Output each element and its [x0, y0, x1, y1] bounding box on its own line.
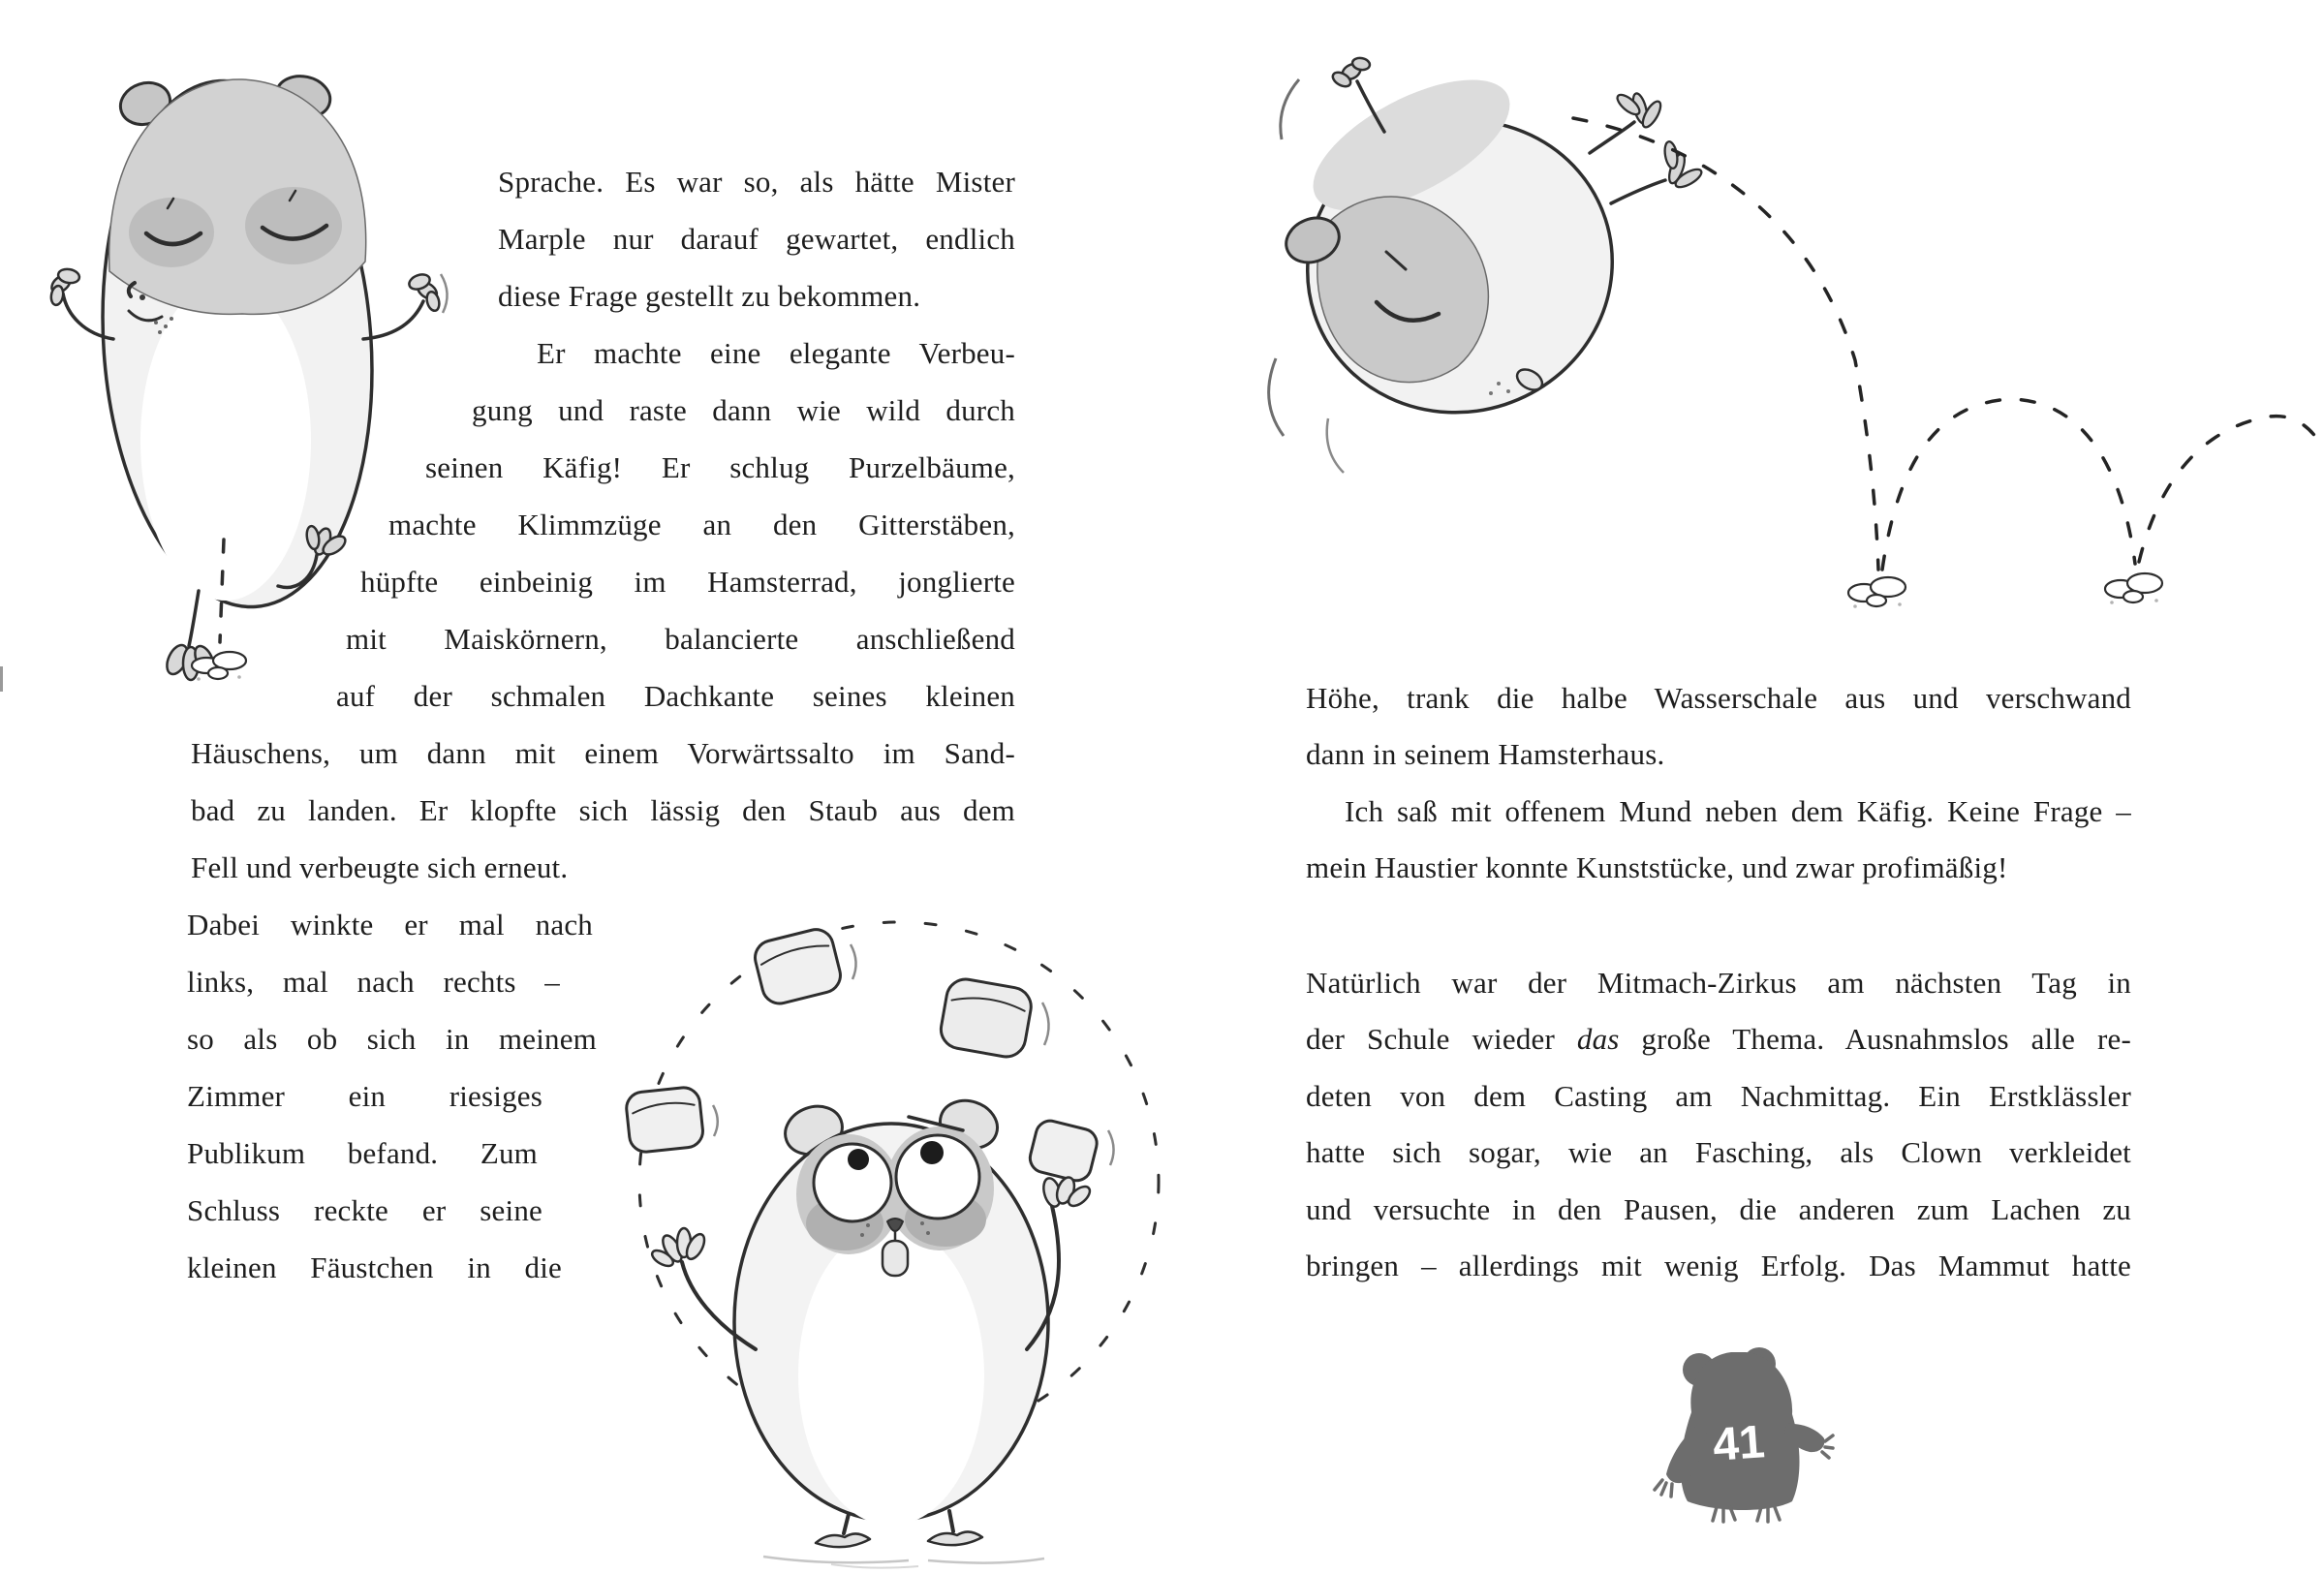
text-line: deten von dem Casting am Nachmittag. Ein Erstklässler	[1306, 1079, 2131, 1113]
text-line: diese Frage gestellt zu bekommen.	[498, 279, 921, 313]
text-line: dann in seinem Hamsterhaus.	[1306, 737, 1665, 771]
text-line: hatte sich sogar, wie an Fasching, als Clown verkleidet	[1306, 1135, 2131, 1169]
text-line: Schluss reckte er seine	[187, 1193, 542, 1227]
hamster-somersault-illustration	[1239, 39, 2324, 639]
text-line: Zimmer ein riesiges	[187, 1079, 542, 1113]
hamster-juggling-illustration	[608, 886, 1170, 1564]
text-line: seinen Käfig! Er schlug Purzelbäume,	[425, 450, 1015, 484]
text-line: machte Klimmzüge an den Gitterstäben,	[388, 508, 1015, 541]
text-line: mit Maiskörnern, balancierte anschließend	[346, 622, 1015, 656]
text-line: Fell und verbeugte sich erneut.	[191, 850, 569, 884]
text-line: Dabei winkte er mal nach	[187, 908, 593, 941]
text-line: Sprache. Es war so, als hätte Mister	[498, 165, 1015, 199]
text-line: links, mal nach rechts –	[187, 965, 560, 999]
text-segment: große Thema. Ausnahmslos alle re-	[1641, 1022, 2131, 1056]
text-line: so als ob sich in meinem	[187, 1022, 597, 1056]
text-segment-italic: das	[1576, 1022, 1620, 1056]
page-number: 41	[1711, 1416, 1767, 1471]
scan-artifact	[0, 666, 3, 692]
hamster-bowing-illustration	[53, 44, 441, 741]
text-line: Er machte eine elegante Verbeu-	[537, 336, 1015, 370]
text-line	[1306, 1019, 2131, 1060]
text-line: Marple nur darauf gewartet, endlich	[498, 222, 1015, 256]
text-line: Ich saß mit offenem Mund neben dem Käfig. Keine Frage –	[1345, 794, 2131, 828]
text-segment: der Schule wieder	[1306, 1022, 1556, 1056]
page-number-badge	[1649, 1335, 1833, 1524]
text-line: Höhe, trank die halbe Wasserschale aus und verschwand	[1306, 681, 2131, 715]
text-line: Publikum befand. Zum	[187, 1136, 538, 1170]
text-line: bringen – allerdings mit wenig Erfolg. Das Mammut hatte	[1306, 1249, 2131, 1282]
text-line: und versuchte in den Pausen, die anderen zum Lachen zu	[1306, 1192, 2131, 1226]
text-line: hüpfte einbeinig im Hamsterrad, jonglierte	[360, 565, 1015, 599]
text-line: auf der schmalen Dachkante seines kleinen	[336, 679, 1015, 713]
hamster-silhouette-icon	[1655, 1347, 1833, 1522]
text-line: gung und raste dann wie wild durch	[472, 393, 1015, 427]
text-line: kleinen Fäustchen in die	[187, 1250, 562, 1284]
text-line: bad zu landen. Er klopfte sich lässig den Staub aus dem	[191, 793, 1015, 827]
text-line: mein Haustier konnte Kunststücke, und zwar profimäßig!	[1306, 850, 2008, 884]
text-line: Häuschens, um dann mit einem Vorwärtssalto im Sand-	[191, 736, 1015, 770]
text-line: Natürlich war der Mitmach-Zirkus am nächsten Tag in	[1306, 966, 2131, 1000]
